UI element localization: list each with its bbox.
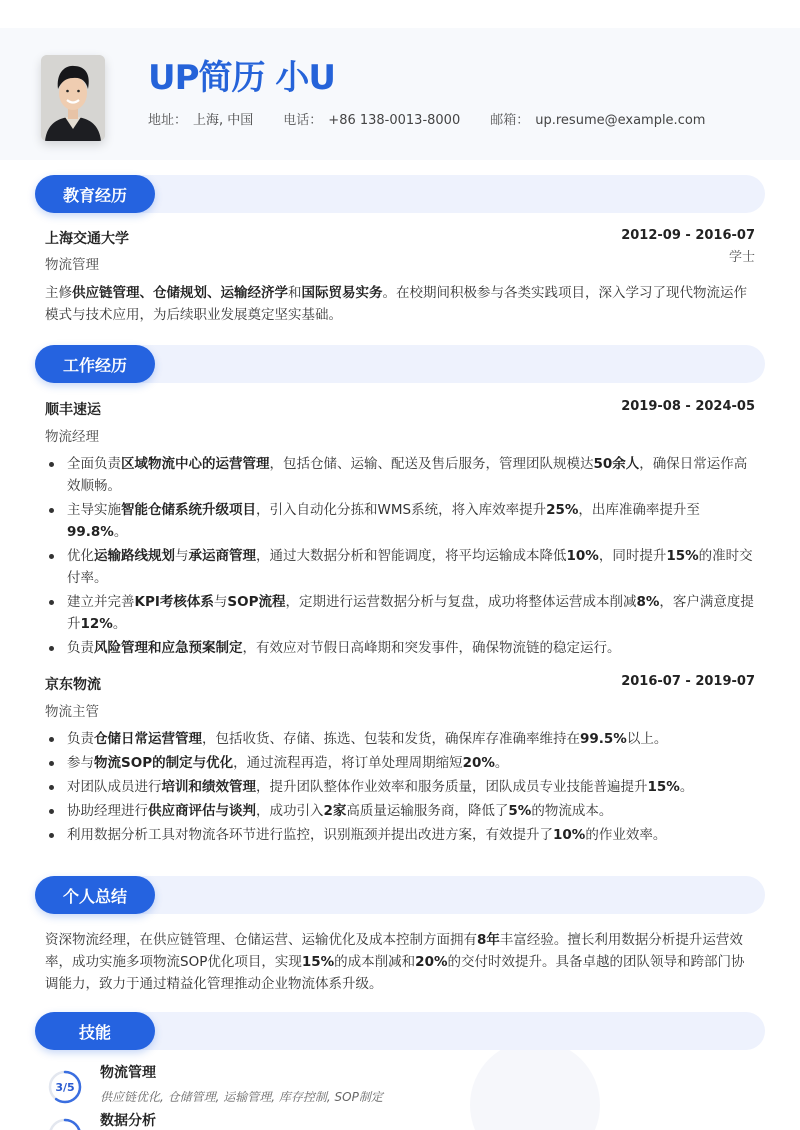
emphasis-text: 10% [553, 827, 586, 843]
body-text: 高质量运输服务商，降低了 [346, 803, 509, 819]
emphasis-text: 20% [462, 755, 495, 771]
emphasis-text: 20% [415, 954, 448, 970]
body-text: ，同时提升 [598, 548, 667, 564]
background-decoration [470, 1040, 600, 1130]
body-text: 建立并完善 [67, 594, 135, 610]
resume-header [0, 28, 800, 160]
summary-text [45, 929, 757, 995]
body-text: ，成功引入 [256, 803, 324, 819]
job-role: 物流主管 [45, 704, 99, 720]
body-text: 。 [113, 524, 128, 540]
body-text: 以上。 [626, 731, 668, 747]
skill-name: 数据分析 [100, 1113, 156, 1129]
body-text: 负责 [67, 731, 94, 747]
contact-phone: 电话： +86 138-0013-8000 [283, 113, 461, 128]
body-text: 。 [494, 755, 509, 771]
major: 物流管理 [45, 257, 99, 273]
body-text: 的准时交付率。 [67, 548, 753, 586]
body-text: 与 [213, 594, 228, 610]
body-text: ，确保日常运作高效顺畅。 [67, 456, 748, 494]
job-role: 物流经理 [45, 429, 99, 445]
job-dates: 2016-07 - 2019-07 [621, 674, 755, 689]
bullet-item [45, 637, 757, 659]
body-text: 对团队成员进行 [67, 779, 162, 795]
emphasis-text: 智能仓储系统升级项目 [121, 502, 256, 518]
body-text: 与 [175, 548, 189, 564]
body-text: 。 [112, 616, 127, 632]
bullet-item [45, 728, 757, 750]
emphasis-text: 15% [301, 954, 335, 970]
bullet-item [45, 453, 757, 497]
contact-address: 地址： 上海, 中国 [148, 113, 254, 128]
person-portrait-icon [41, 55, 105, 141]
body-text: ，引入自动化分拣和WMS系统，将入库效率提升 [256, 502, 547, 518]
bullet-item [45, 800, 757, 822]
emphasis-text: SOP流程 [227, 594, 286, 610]
body-text: ，包括收货、存储、拣选、包装和发货，确保库存准确率维持在 [202, 731, 580, 747]
skill-name: 物流管理 [100, 1065, 156, 1081]
body-text: 的作业效率。 [585, 827, 667, 843]
emphasis-text: KPI考核体系 [134, 594, 214, 610]
body-text: 利用数据分析工具对物流各环节进行监控，识别瓶颈并提出改进方案，有效提升了 [67, 827, 553, 843]
body-text: 全面负责 [67, 456, 121, 472]
body-text: 的物流成本。 [531, 803, 613, 819]
body-text: 。在校期间积极参与各类实践项目，深入学习了现代物流运作模式与技术应用，为后续职业发展奠定坚实基础。 [45, 285, 747, 323]
body-text: 丰富经验。擅长利用数据分析提升运营效率，成功实施多项物流SOP优化项目，实现 [45, 932, 743, 970]
body-text: 和 [288, 285, 302, 301]
emphasis-text: 10% [566, 548, 599, 564]
body-text: 负责 [67, 640, 94, 656]
emphasis-text: 物流SOP的制定与优化 [94, 755, 234, 771]
emphasis-text: 25% [546, 502, 579, 518]
emphasis-text: 2家 [323, 803, 347, 819]
emphasis-text: 15% [666, 548, 699, 564]
emphasis-text: 承运商管理 [188, 548, 256, 564]
emphasis-text: 50余人 [593, 456, 640, 472]
top-margin [0, 0, 800, 28]
bullet-item [45, 776, 757, 798]
candidate-name: UP简历 小U [148, 58, 335, 98]
body-text: 协助经理进行 [67, 803, 148, 819]
emphasis-text: 区域物流中心的运营管理 [121, 456, 270, 472]
body-text: 优化 [67, 548, 94, 564]
education-description [45, 282, 757, 326]
body-text: ，有效应对节假日高峰期和突发事件，确保物流链的稳定运行。 [242, 640, 621, 656]
emphasis-text: 国际贸易实务 [301, 285, 383, 301]
degree: 学士 [728, 250, 755, 265]
section-header-education [35, 175, 765, 213]
skill-level: 3/5 [55, 1080, 75, 1094]
section-header-skills [35, 1012, 765, 1050]
emphasis-text: 8% [636, 594, 660, 610]
emphasis-text: 99.5% [580, 731, 627, 747]
contact-info [148, 113, 705, 129]
emphasis-text: 8年 [477, 932, 500, 948]
body-text: ，提升团队整体作业效率和服务质量，团队成员专业技能普遍提升 [256, 779, 648, 795]
body-text: ，包括仓储、运输、配送及售后服务，管理团队规模达 [269, 456, 594, 472]
emphasis-text: 仓储日常运营管理 [94, 731, 202, 747]
section-title: 教育经历 [35, 175, 155, 213]
skill-description: 供应链优化, 仓储管理, 运输管理, 库存控制, SOP制定 [100, 1090, 383, 1104]
emphasis-text: 风险管理和应急预案制定 [94, 640, 243, 656]
section-title: 工作经历 [35, 345, 155, 383]
body-text: 的成本削减和 [334, 954, 416, 970]
emphasis-text: 99.8% [67, 524, 114, 540]
emphasis-text: 供应商评估与谈判 [148, 803, 256, 819]
body-text: ，定期进行运营数据分析与复盘，成功将整体运营成本削减 [285, 594, 637, 610]
section-header-summary [35, 876, 765, 914]
company-name: 顺丰速运 [45, 402, 101, 418]
education-dates: 2012-09 - 2016-07 [621, 228, 755, 243]
body-text: ，出库准确率提升至 [578, 502, 700, 518]
body-text: ，客户满意度提升 [67, 594, 754, 632]
section-title: 个人总结 [35, 876, 155, 914]
school-name: 上海交通大学 [45, 231, 129, 247]
emphasis-text: 供应链管理、仓储规划、运输经济学 [72, 285, 288, 301]
bullet-item [45, 824, 757, 846]
emphasis-text: 15% [647, 779, 680, 795]
emphasis-text: 培训和绩效管理 [161, 779, 256, 795]
contact-email: 邮箱： up.resume@example.com [490, 113, 706, 128]
section-title: 技能 [35, 1012, 155, 1050]
body-text: 。 [679, 779, 694, 795]
section-header-work [35, 345, 765, 383]
body-text: ，通过流程再造，将订单处理周期缩短 [233, 755, 463, 771]
body-text: 参与 [67, 755, 94, 771]
job-dates: 2019-08 - 2024-05 [621, 399, 755, 414]
skill-level-ring-icon [48, 1118, 82, 1130]
job-bullets [45, 453, 757, 661]
profile-photo [41, 55, 105, 141]
job-bullets [45, 728, 757, 848]
bullet-item [45, 545, 757, 589]
body-text: 主修 [45, 285, 72, 301]
body-text: 资深物流经理，在供应链管理、仓储运营、运输优化及成本控制方面拥有 [45, 932, 477, 948]
bullet-item [45, 591, 757, 635]
emphasis-text: 运输路线规划 [94, 548, 175, 564]
body-text: ，通过大数据分析和智能调度，将平均运输成本降低 [256, 548, 567, 564]
emphasis-text: 5% [508, 803, 532, 819]
bullet-item [45, 499, 757, 543]
bullet-item [45, 752, 757, 774]
company-name: 京东物流 [45, 677, 101, 693]
body-text: 的交付时效提升。具备卓越的团队领导和跨部门协调能力，致力于通过精益化管理推动企业物流体系升级。 [45, 954, 745, 992]
body-text: 主导实施 [67, 502, 121, 518]
emphasis-text: 12% [80, 616, 113, 632]
